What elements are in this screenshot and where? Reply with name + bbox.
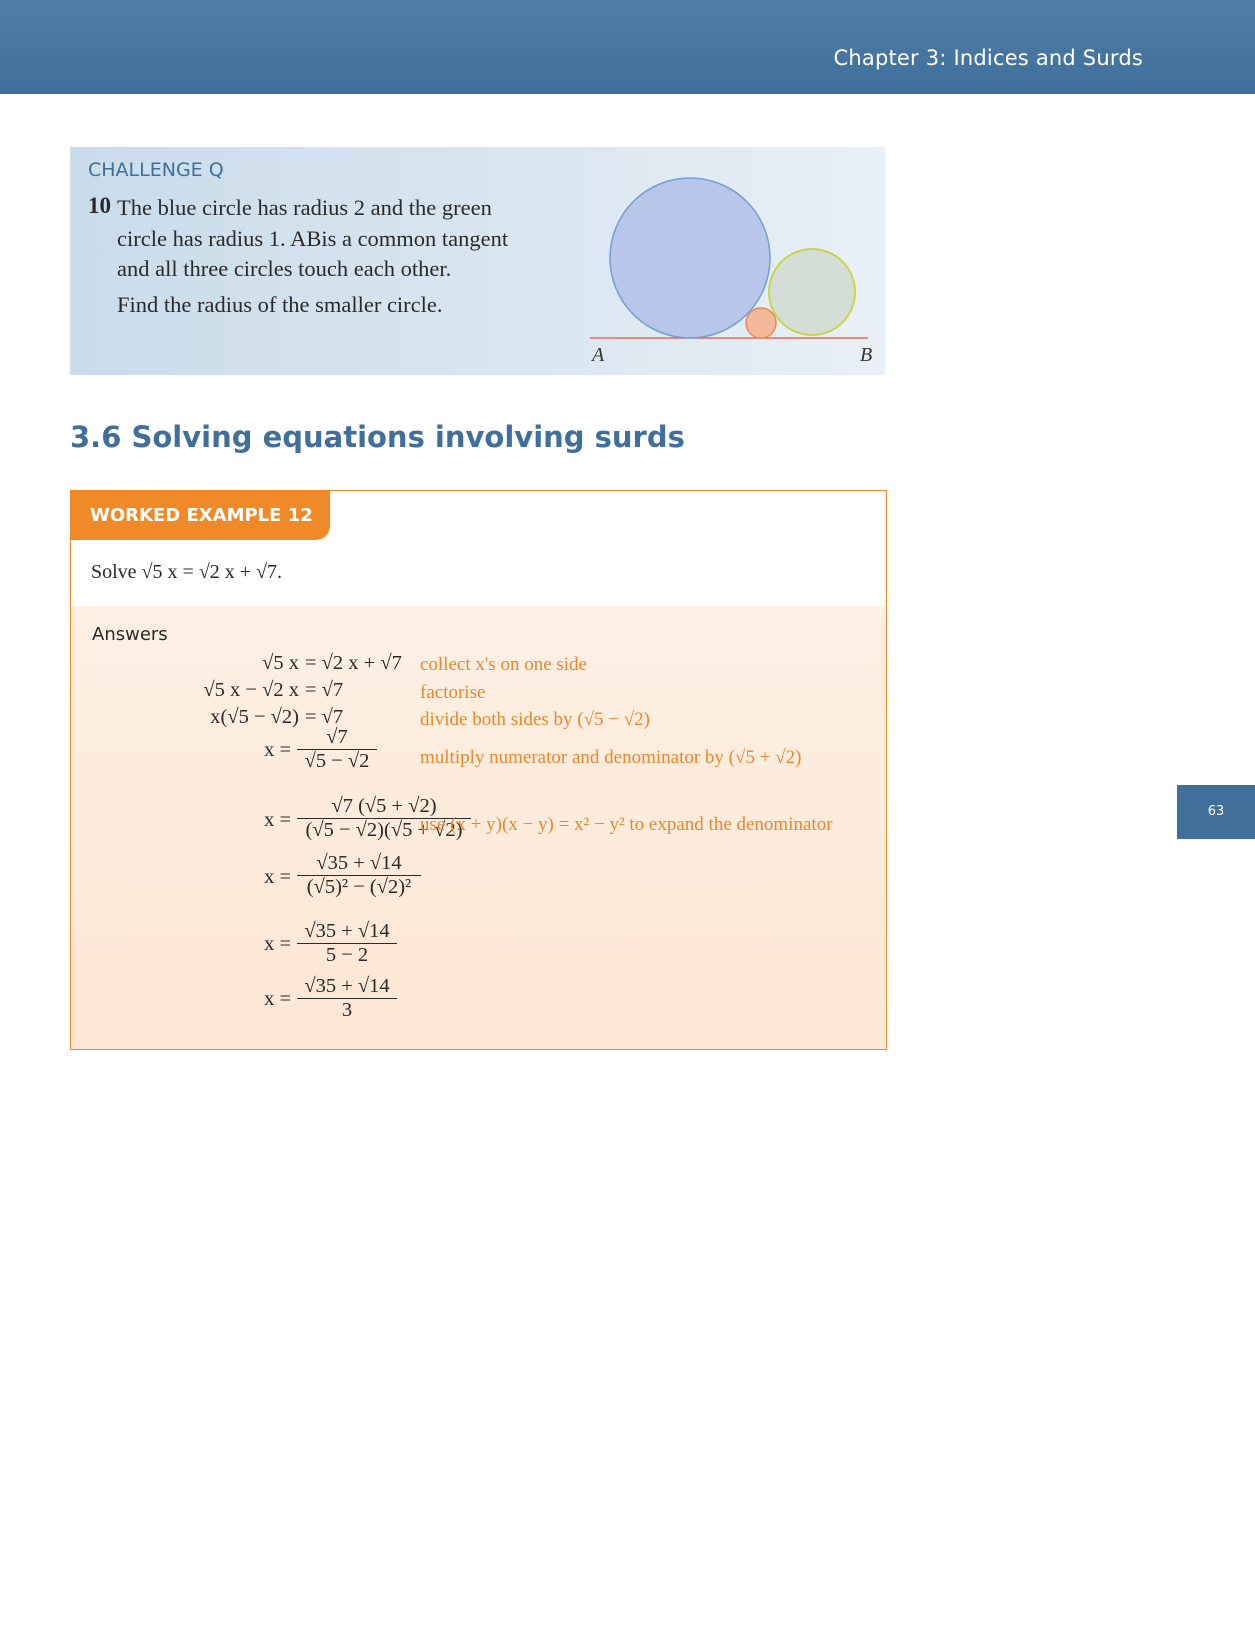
fraction-denominator: (√5 − √2)(√5 + √2) bbox=[297, 818, 471, 842]
step-lhs: x = bbox=[264, 809, 291, 831]
step-note: factorise bbox=[420, 682, 486, 703]
chapter-header bbox=[0, 0, 1255, 94]
fraction bbox=[297, 852, 421, 899]
worked-example-label: WORKED EXAMPLE 12 bbox=[70, 490, 330, 540]
step-lhs: x = bbox=[264, 739, 291, 761]
step-lhs: x(√5 − √2) bbox=[210, 706, 299, 728]
fraction-numerator: √35 + √14 bbox=[304, 975, 390, 997]
chapter-title: Chapter 3: Indices and Surds bbox=[833, 46, 1143, 70]
blue-circle bbox=[610, 178, 770, 338]
fraction-denominator: (√5)² − (√2)² bbox=[297, 875, 421, 899]
fraction-numerator: √35 + √14 bbox=[304, 920, 390, 942]
question-line: circle has radius 1. ABis a common tangent bbox=[117, 225, 509, 251]
fraction bbox=[297, 920, 397, 967]
fraction-denominator: 5 − 2 bbox=[297, 943, 397, 967]
worked-example-box bbox=[70, 490, 887, 1050]
label-a: A bbox=[592, 344, 605, 366]
fraction bbox=[297, 726, 377, 773]
step-note: use (x + y)(x − y) = x² − y² to expand the denominator bbox=[420, 814, 833, 835]
fraction-denominator: 3 bbox=[297, 998, 397, 1022]
question-line: and all three circles touch each other. bbox=[117, 256, 452, 281]
question-text bbox=[117, 193, 587, 320]
label-b: B bbox=[860, 344, 873, 366]
step-rhs: = √7 bbox=[305, 706, 344, 728]
step-lhs: x = bbox=[264, 988, 291, 1010]
step-lhs: x = bbox=[264, 866, 291, 888]
fraction-numerator: √7 bbox=[326, 726, 348, 748]
answers-panel bbox=[71, 606, 885, 1049]
fraction bbox=[297, 975, 397, 1022]
question-number: 10 bbox=[88, 193, 111, 218]
fraction-numerator: √7 (√5 + √2) bbox=[331, 795, 437, 817]
answers-label: Answers bbox=[92, 624, 168, 645]
small-circle bbox=[746, 308, 776, 338]
fraction-denominator: √5 − √2 bbox=[297, 749, 377, 773]
step-rhs: = √7 bbox=[305, 679, 344, 701]
step-lhs: x = bbox=[264, 933, 291, 955]
section-title: 3.6 Solving equations involving surds bbox=[70, 420, 685, 454]
step-note: collect x's on one side bbox=[420, 654, 587, 675]
circles-figure bbox=[570, 160, 890, 370]
step-lhs: √5 x bbox=[262, 652, 299, 674]
step-rhs: = √2 x + √7 bbox=[305, 652, 402, 674]
page-number-tab: 63 bbox=[1177, 785, 1255, 839]
step-note: divide both sides by (√5 − √2) bbox=[420, 709, 650, 730]
worked-example-question: Solve √5 x = √2 x + √7. bbox=[91, 561, 283, 583]
question-prompt: Find the radius of the smaller circle. bbox=[117, 291, 443, 317]
step-note: multiply numerator and denominator by (√5 + √2) bbox=[420, 747, 802, 768]
question-line: The blue circle has radius 2 and the green bbox=[117, 195, 492, 220]
fraction-numerator: √35 + √14 bbox=[316, 852, 402, 874]
step-lhs: √5 x − √2 x bbox=[203, 679, 299, 701]
green-circle bbox=[769, 249, 855, 335]
challenge-label: CHALLENGE Q bbox=[88, 159, 224, 181]
